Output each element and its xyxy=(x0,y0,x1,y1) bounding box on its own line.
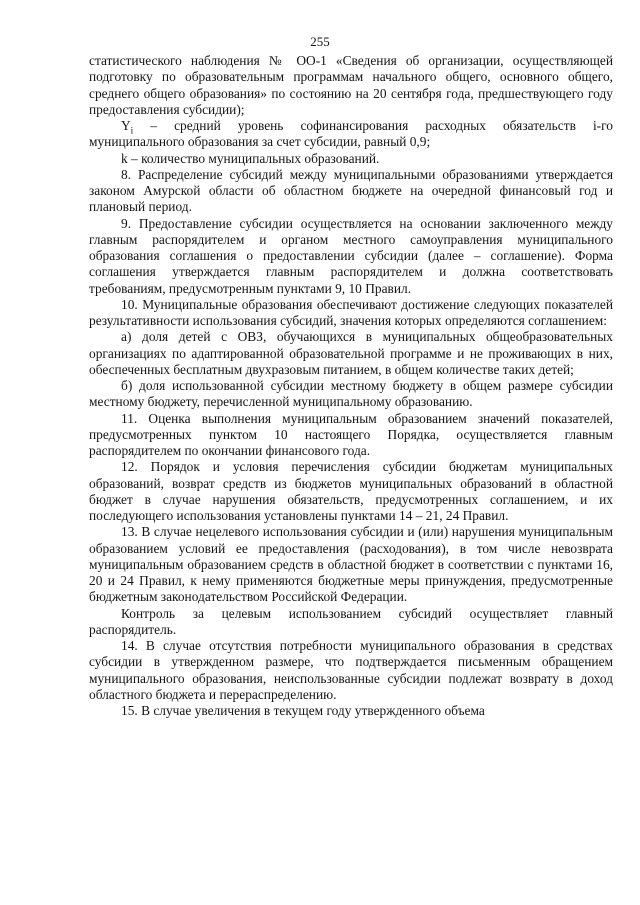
paragraph-12: 12. Порядок и условия перечисления субсидии бюджетам муниципальных образований, возврат средств из бюджетов муниципальных образований в областной бюджет в случае нарушения обязательств, предусмотренных соглашением, и их последующего использования установлены пунктами 14 – 21, 24 Правил. xyxy=(89,459,613,523)
paragraph-14: 14. В случае отсутствия потребности муниципального образования в средствах субсидии в утвержденном размере, что подтверждается письменным обращением муниципального образования, неиспользованные субсидии подлежат возврату в доход областного бюджета и перераспределению. xyxy=(89,638,613,702)
page-number: 255 xyxy=(310,34,330,49)
paragraph-10-item-a: а) доля детей с ОВЗ, обучающихся в муниципальных общеобразовательных организациях по адаптированной образовательной программе и не проживающих в них, обеспеченных бесплатным двухразовым питанием, в общем количестве таких детей; xyxy=(89,329,613,377)
paragraph-15: 15. В случае увеличения в текущем году утвержденного объема xyxy=(121,703,485,718)
paragraph-10: 10. Муниципальные образования обеспечивают достижение следующих показателей результативности использования субсидий, значения которых определяются соглашением: xyxy=(89,296,613,328)
paragraph-control: Контроль за целевым использованием субсидий осуществляет главный распорядитель. xyxy=(89,605,613,637)
paragraph-8: 8. Распределение субсидий между муниципальными образованиями утверждается законом Амурской области об областном бюджете на очередной финансовый год и плановый период. xyxy=(89,166,613,215)
paragraph-9: 9. Предоставление субсидии осуществляется на основании заключенного между главным распорядителем и органом местного самоуправления муниципального образования соглашения о предоставлении субсидии (далее – соглашение). Форма соглашения утверждается главным распорядителем и должна соответствовать требованиям, предусмотренным пунктами 9, 10 Правил. xyxy=(89,215,613,296)
yi-definition-text: – средний уровень софинансирования расходных обязательств i-го муниципального образования за счет субсидии, равный 0,9; xyxy=(89,118,613,150)
paragraph-10-item-b: б) доля использованной субсидии местному бюджету в общем размере субсидии местному бюджету, перечисленной муниципальному образованию. xyxy=(89,378,613,410)
document-body xyxy=(89,53,613,719)
yi-symbol: Y xyxy=(121,118,131,133)
paragraph-yi-definition xyxy=(89,118,613,151)
paragraph-intro-continuation: статистического наблюдения № ОО-1 «Сведения об организации, осуществляющей подготовку по образовательным программам начального общего, основного общего, среднего общего образования» по состоянию на 20 сентября года, предшествующего году предоставления субсидии); xyxy=(89,53,613,117)
paragraph-k-definition: k – количество муниципальных образований. xyxy=(121,150,380,166)
paragraph-13: 13. В случае нецелевого использования субсидии и (или) нарушения муниципальным образованием условий ее предоставления (расходования), в том числе невозврата муниципальным образованием средств в областной бюджет в соответствии с пунктами 16, 20 и 24 Правил, к нему применяются бюджетные меры принуждения, предусмотренные бюджетным законодательством Российской Федерации. xyxy=(89,524,613,605)
yi-subscript: i xyxy=(130,126,134,137)
paragraph-11: 11. Оценка выполнения муниципальным образованием значений показателей, предусмотренных пунктом 10 настоящего Порядка, осуществляется главным распорядителем по окончании финансового года. xyxy=(89,410,613,458)
